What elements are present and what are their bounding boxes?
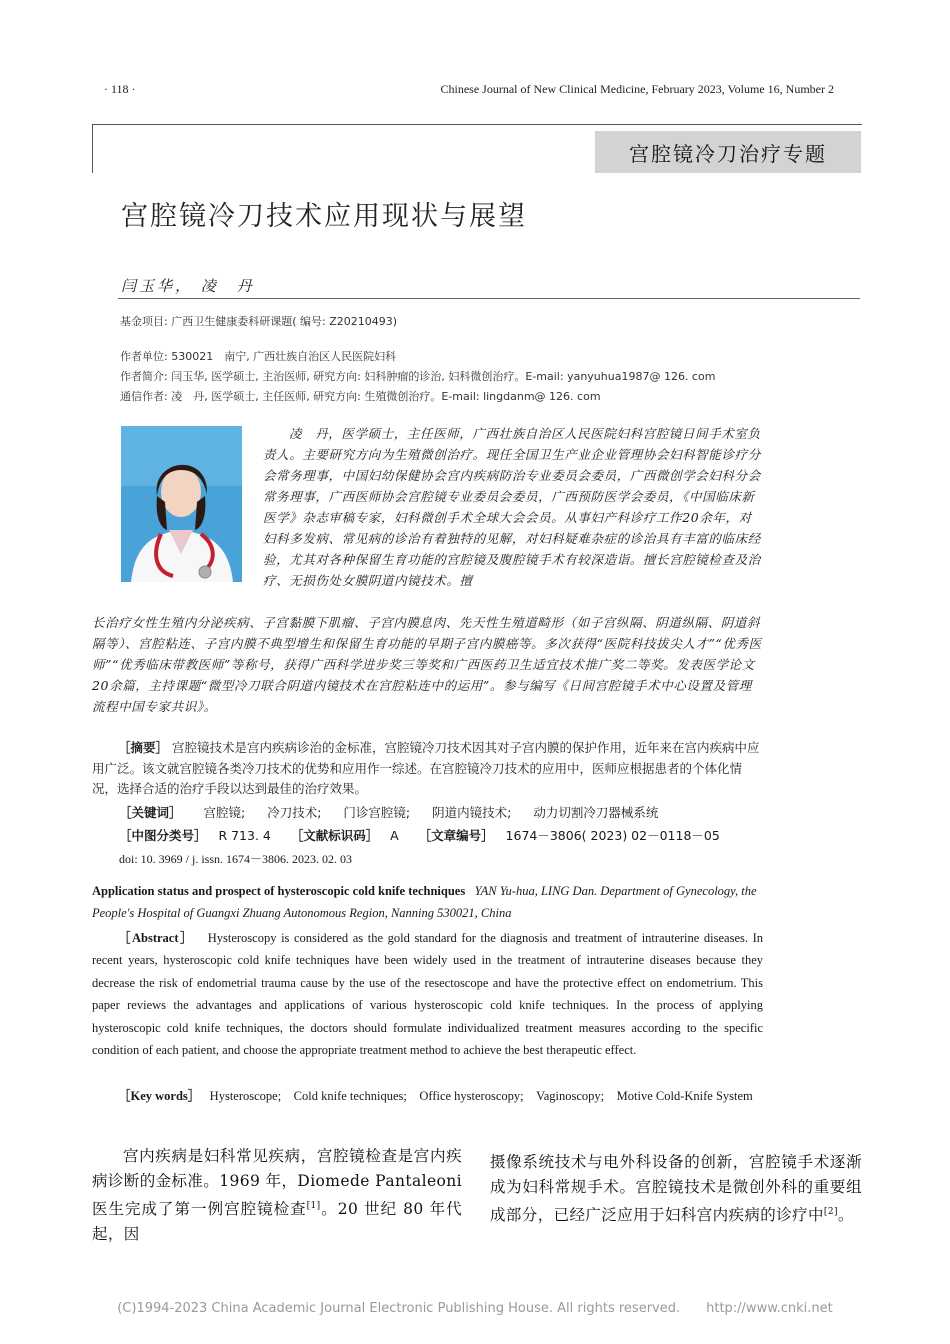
english-author-info: YAN Yu-hua, LING Dan. Department of Gynecology, the People's Hospital of Guangxi Zhuang Autonomous Region, Nanning 530021, China xyxy=(92,884,757,920)
clc-value: R 713. 4 xyxy=(218,828,271,843)
fund-line: 基金项目: 广西卫生健康委科研课题( 编号: Z20210493) xyxy=(120,315,398,328)
article-title: 宫腔镜冷刀技术应用现状与展望 xyxy=(121,201,527,232)
authors: 闫玉华， 凌 丹 xyxy=(121,277,255,295)
abstract-cn-text: 宫腔镜技术是宫内疾病诊治的金标准，宫腔镜冷刀技术因其对子宫内膜的保护作用，近年来在宫内疾病中应用广泛。该文就宫腔镜各类冷刀技术的优势和应用作一综述。在宫腔镜冷刀技术的应用中，医师应根据患者的个体化情况，选择合适的治疗手段以达到最佳的治疗效果。 xyxy=(92,740,760,796)
article-no-value: 1674－3806( 2023) 02－0118－05 xyxy=(505,828,720,843)
keyword-cn: 门诊宫腔镜; xyxy=(343,805,411,820)
copyright-footer: (C)1994-2023 China Academic Journal Electronic Publishing House. All rights reserved. http://www.cnki.net xyxy=(117,1301,833,1316)
divider xyxy=(118,298,860,299)
keyword-cn: 宫腔镜; xyxy=(203,805,246,820)
body-text: 。20 世纪 80 年代起，因 xyxy=(92,1200,463,1244)
author-bio-top: 凌 丹，医学硕士，主任医师，广西壮族自治区人民医院妇科宫腔镜日间手术室负责人。主要研究方向为生殖微创治疗。现任全国卫生产业企业管理协会妇科智能诊疗分会常务理事，中国妇幼保健协会宫内疾病防治专业委员会委员，广西微创学会妇科分会常务理事，广西医师协会宫腔镜专业委员会委员，广西预防医学会委员，《中国临床新医学》杂志审稿专家，妇科微创手术全球大会会员。从事妇产科诊疗工作20余年，对妇科多发病、常见病的诊治有着独特的见解，对妇科疑难杂症的诊治具有丰富的临床经验，尤其对各种保留生育功能的宫腔镜及腹腔镜手术有较深造诣。擅长宫腔镜检查及治疗、无损伤处女膜阴道内镜技术。擅 xyxy=(263,426,761,588)
english-title: Application status and prospect of hysteroscopic cold knife techniques xyxy=(92,884,466,898)
english-abstract-label: ［Abstract］ xyxy=(118,931,194,945)
reference-1: [1] xyxy=(306,1201,321,1211)
english-keywords-label: ［Key words］ xyxy=(118,1089,201,1103)
article-no-label: ［文章编号］ xyxy=(418,828,494,843)
body-text: 宫内疾病是妇科常见疾病，宫腔镜检查是宫内疾病诊断的金标准。1969 年，Diomede Pantaleoni 医生完成了第一例宫腔镜检查 xyxy=(92,1147,463,1219)
english-keywords-text: Hysteroscope; Cold knife techniques; Office hysteroscopy; Vaginoscopy; Motive Cold-Knife System xyxy=(209,1089,753,1103)
keywords-cn-label: ［关键词］ xyxy=(119,805,182,820)
keyword-cn: 冷刀技术; xyxy=(267,805,322,820)
keyword-cn: 动力切割冷刀器械系统 xyxy=(533,805,659,820)
corresponding-author-line: 通信作者: 凌 丹, 医学硕士, 主任医师, 研究方向: 生殖微创治疗。E-mail: lingdanm@ 126. com xyxy=(120,390,601,403)
classification-line xyxy=(119,826,720,844)
reference-2: [2] xyxy=(823,1207,838,1217)
author-intro-line: 作者简介: 闫玉华, 医学硕士, 主治医师, 研究方向: 妇科肿瘤的诊治, 妇科微创治疗。E-mail: yanyuhua1987@ 126. com xyxy=(120,370,716,383)
doc-code-label: ［文献标识码］ xyxy=(290,828,379,843)
author-photo xyxy=(121,426,242,582)
unit-line: 作者单位: 530021 南宁, 广西壮族自治区人民医院妇科 xyxy=(120,350,397,363)
body-right-column xyxy=(490,1150,862,1228)
topic-banner: 宫腔镜冷刀治疗专题 xyxy=(595,131,861,173)
body-text: 摄像系统技术与电外科设备的创新，宫腔镜手术逐渐成为妇科常规手术。宫腔镜技术是微创外科的重要组成部分，已经广泛应用于妇科宫内疾病的诊疗中 xyxy=(490,1153,862,1225)
english-keywords xyxy=(92,1085,763,1107)
page-number: · 118 · xyxy=(104,82,136,96)
english-abstract xyxy=(92,927,763,1061)
keyword-cn: 阴道内镜技术; xyxy=(432,805,512,820)
doi: doi: 10. 3969 / j. issn. 1674－3806. 2023. 02. 03 xyxy=(119,852,353,866)
english-abstract-text: Hysteroscopy is considered as the gold standard for the diagnosis and treatment of intrauterine diseases. In recent years, hysteroscopic cold knife techniques have been widely used in the treatment of intrauterine diseases because they decrease the risk of endometrial trauma cause by the use of the resectoscope and have the protective effect on endometrium. This paper reviews the advantages and applications of various hysteroscopic cold knife techniques. In the process of applying hysteroscopic cold knife techniques, the doctors should formulate individualized treatment measures according to the specific condition of each patient, and choose the appropriate treatment method to achieve the best therapeutic effect. xyxy=(92,931,764,1058)
journal-header: Chinese Journal of New Clinical Medicine, February 2023, Volume 16, Number 2 xyxy=(440,82,834,96)
abstract-cn-label: ［摘要］ xyxy=(118,740,169,755)
clc-label: ［中图分类号］ xyxy=(119,828,207,843)
body-text: 。 xyxy=(837,1206,854,1225)
abstract-cn xyxy=(92,738,763,800)
author-bio-bottom: 长治疗女性生殖内分泌疾病、子宫黏膜下肌瘤、子宫内膜息肉、先天性生殖道畸形（如子宫纵隔、阴道纵隔、阴道斜隔等）、宫腔粘连、子宫内膜不典型增生和保留生育功能的早期子宫内膜癌等。多次获得“医院科技拔尖人才”“优秀医师”“优秀临床带教医师”等称号，获得广西科学进步奖三等奖和广西医药卫生适宜技术推广奖二等奖。发表医学论文20余篇，主持课题“微型冷刀联合阴道内镜技术在宫腔粘连中的运用”。参与编写《日间宫腔镜手术中心设置及管理流程中国专家共识》。 xyxy=(92,615,762,714)
doc-code-value: A xyxy=(390,828,399,843)
english-title-block xyxy=(92,880,763,924)
body-left-column xyxy=(92,1144,462,1247)
keywords-cn xyxy=(119,803,658,821)
